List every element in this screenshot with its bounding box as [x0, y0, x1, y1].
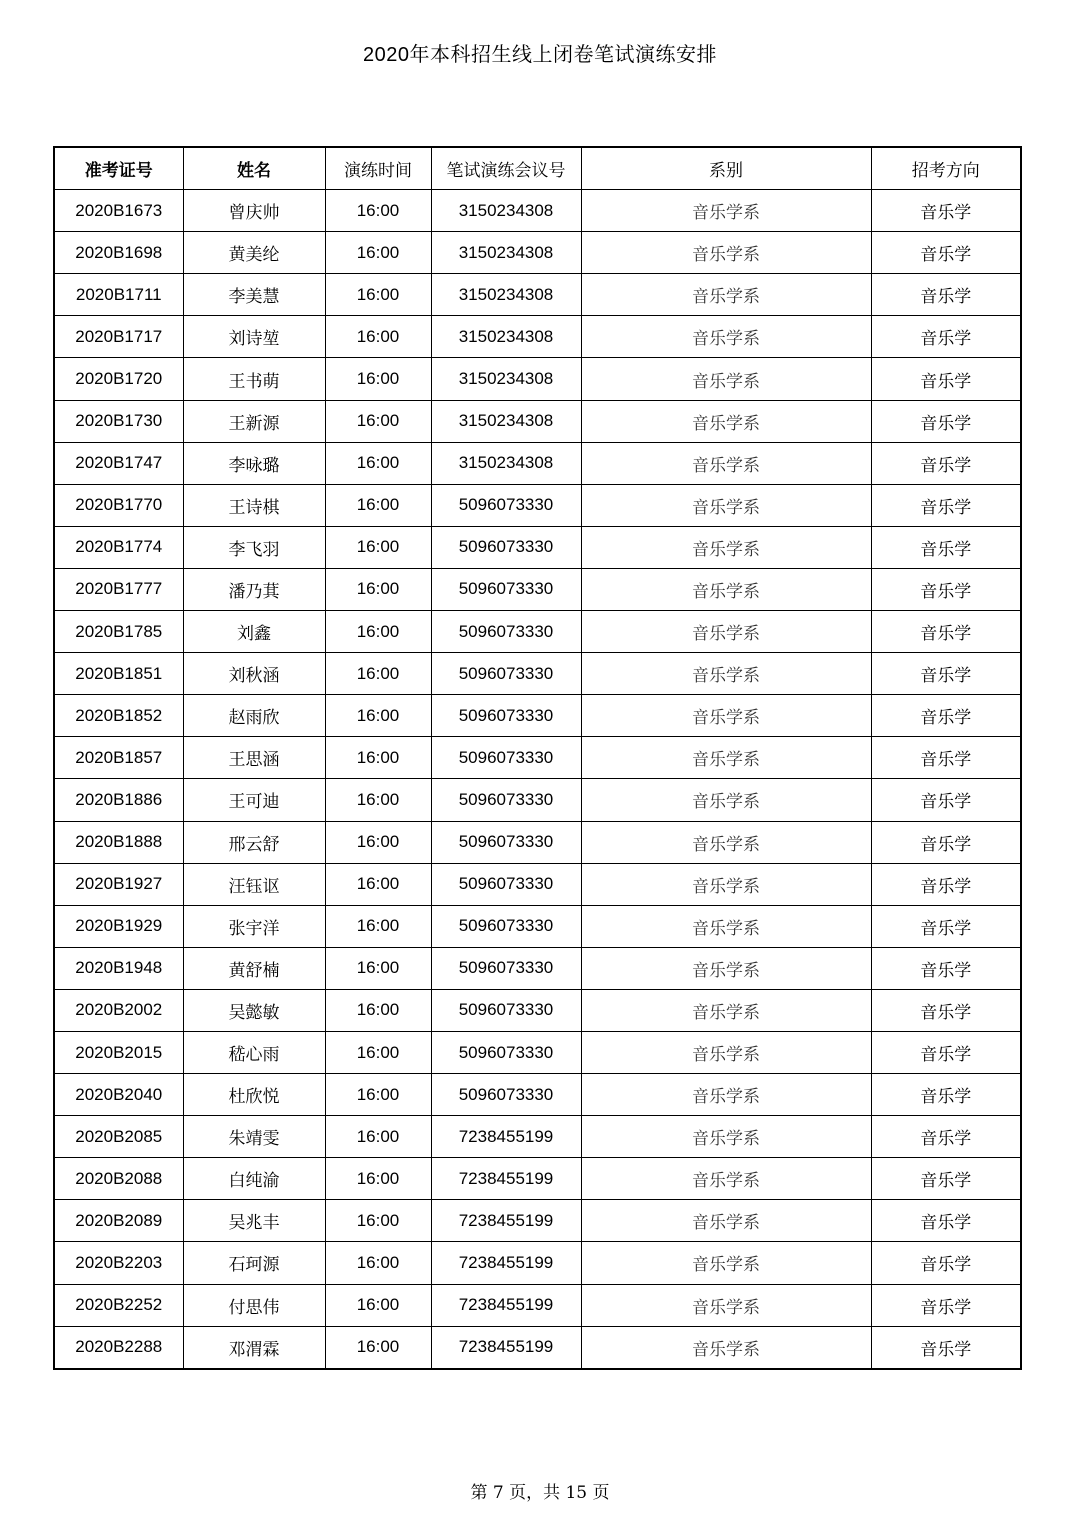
cell-major: 音乐学 — [871, 1074, 1021, 1116]
table-row — [54, 989, 1021, 1031]
table-row — [54, 1326, 1021, 1369]
cell-major: 音乐学 — [871, 1284, 1021, 1326]
table-row — [54, 737, 1021, 779]
table-row — [54, 1284, 1021, 1326]
cell-meeting-id: 7238455199 — [431, 1242, 581, 1284]
cell-time: 16:00 — [325, 568, 431, 610]
cell-department: 音乐学系 — [581, 947, 871, 989]
table-row — [54, 526, 1021, 568]
cell-exam-id: 2020B1851 — [54, 653, 183, 695]
column-header-department: 系别 — [581, 147, 871, 190]
cell-name: 刘鑫 — [183, 611, 325, 653]
cell-exam-id: 2020B1785 — [54, 611, 183, 653]
cell-time: 16:00 — [325, 232, 431, 274]
column-header-exam-id: 准考证号 — [54, 147, 183, 190]
cell-name: 黄美纶 — [183, 232, 325, 274]
cell-name: 邓渭霖 — [183, 1326, 325, 1369]
cell-meeting-id: 5096073330 — [431, 821, 581, 863]
cell-time: 16:00 — [325, 1158, 431, 1200]
cell-major: 音乐学 — [871, 1031, 1021, 1073]
cell-time: 16:00 — [325, 653, 431, 695]
cell-department: 音乐学系 — [581, 737, 871, 779]
table-row — [54, 1074, 1021, 1116]
cell-name: 黄舒楠 — [183, 947, 325, 989]
cell-major: 音乐学 — [871, 232, 1021, 274]
cell-major: 音乐学 — [871, 1326, 1021, 1369]
cell-time: 16:00 — [325, 526, 431, 568]
cell-time: 16:00 — [325, 400, 431, 442]
cell-name: 王思涵 — [183, 737, 325, 779]
table-row — [54, 232, 1021, 274]
table-row — [54, 190, 1021, 232]
cell-meeting-id: 7238455199 — [431, 1158, 581, 1200]
column-header-major: 招考方向 — [871, 147, 1021, 190]
cell-department: 音乐学系 — [581, 484, 871, 526]
cell-time: 16:00 — [325, 905, 431, 947]
cell-department: 音乐学系 — [581, 568, 871, 610]
cell-name: 王可迪 — [183, 779, 325, 821]
cell-exam-id: 2020B2252 — [54, 1284, 183, 1326]
cell-major: 音乐学 — [871, 905, 1021, 947]
cell-exam-id: 2020B1927 — [54, 863, 183, 905]
cell-department: 音乐学系 — [581, 400, 871, 442]
cell-name: 嵇心雨 — [183, 1031, 325, 1073]
table-row — [54, 821, 1021, 863]
cell-name: 潘乃萁 — [183, 568, 325, 610]
cell-major: 音乐学 — [871, 316, 1021, 358]
cell-exam-id: 2020B1774 — [54, 526, 183, 568]
cell-department: 音乐学系 — [581, 653, 871, 695]
cell-time: 16:00 — [325, 989, 431, 1031]
cell-meeting-id: 5096073330 — [431, 989, 581, 1031]
cell-meeting-id: 5096073330 — [431, 611, 581, 653]
cell-department: 音乐学系 — [581, 442, 871, 484]
cell-department: 音乐学系 — [581, 1074, 871, 1116]
table-row — [54, 863, 1021, 905]
cell-time: 16:00 — [325, 274, 431, 316]
table-row — [54, 905, 1021, 947]
cell-exam-id: 2020B1888 — [54, 821, 183, 863]
cell-department: 音乐学系 — [581, 695, 871, 737]
cell-department: 音乐学系 — [581, 1158, 871, 1200]
cell-department: 音乐学系 — [581, 190, 871, 232]
cell-department: 音乐学系 — [581, 526, 871, 568]
cell-meeting-id: 5096073330 — [431, 1074, 581, 1116]
cell-department: 音乐学系 — [581, 611, 871, 653]
cell-time: 16:00 — [325, 737, 431, 779]
cell-name: 刘诗堃 — [183, 316, 325, 358]
cell-name: 李咏璐 — [183, 442, 325, 484]
cell-meeting-id: 5096073330 — [431, 653, 581, 695]
cell-name: 白纯渝 — [183, 1158, 325, 1200]
cell-major: 音乐学 — [871, 1242, 1021, 1284]
table-row — [54, 1200, 1021, 1242]
cell-name: 王书萌 — [183, 358, 325, 400]
cell-time: 16:00 — [325, 821, 431, 863]
cell-major: 音乐学 — [871, 526, 1021, 568]
column-header-meeting-id: 笔试演练会议号 — [431, 147, 581, 190]
cell-exam-id: 2020B2088 — [54, 1158, 183, 1200]
cell-exam-id: 2020B1730 — [54, 400, 183, 442]
cell-name: 王诗棋 — [183, 484, 325, 526]
cell-major: 音乐学 — [871, 611, 1021, 653]
cell-name: 王新源 — [183, 400, 325, 442]
cell-department: 音乐学系 — [581, 274, 871, 316]
cell-meeting-id: 5096073330 — [431, 905, 581, 947]
cell-name: 曾庆帅 — [183, 190, 325, 232]
cell-name: 赵雨欣 — [183, 695, 325, 737]
table-row — [54, 484, 1021, 526]
cell-meeting-id: 3150234308 — [431, 274, 581, 316]
cell-exam-id: 2020B1698 — [54, 232, 183, 274]
cell-time: 16:00 — [325, 695, 431, 737]
cell-department: 音乐学系 — [581, 1116, 871, 1158]
table-row — [54, 695, 1021, 737]
cell-name: 杜欣悦 — [183, 1074, 325, 1116]
cell-meeting-id: 5096073330 — [431, 484, 581, 526]
cell-time: 16:00 — [325, 1242, 431, 1284]
cell-major: 音乐学 — [871, 779, 1021, 821]
cell-exam-id: 2020B1720 — [54, 358, 183, 400]
cell-exam-id: 2020B1929 — [54, 905, 183, 947]
table-row — [54, 1031, 1021, 1073]
table-body — [54, 190, 1021, 1369]
cell-time: 16:00 — [325, 1031, 431, 1073]
cell-time: 16:00 — [325, 779, 431, 821]
cell-time: 16:00 — [325, 1284, 431, 1326]
cell-meeting-id: 5096073330 — [431, 695, 581, 737]
cell-time: 16:00 — [325, 190, 431, 232]
cell-department: 音乐学系 — [581, 1242, 871, 1284]
cell-name: 石珂源 — [183, 1242, 325, 1284]
cell-department: 音乐学系 — [581, 821, 871, 863]
table-row — [54, 358, 1021, 400]
cell-meeting-id: 5096073330 — [431, 863, 581, 905]
cell-department: 音乐学系 — [581, 1326, 871, 1369]
cell-meeting-id: 5096073330 — [431, 568, 581, 610]
cell-major: 音乐学 — [871, 695, 1021, 737]
cell-department: 音乐学系 — [581, 905, 871, 947]
cell-meeting-id: 5096073330 — [431, 779, 581, 821]
cell-department: 音乐学系 — [581, 358, 871, 400]
cell-department: 音乐学系 — [581, 989, 871, 1031]
table-row — [54, 316, 1021, 358]
cell-major: 音乐学 — [871, 821, 1021, 863]
cell-exam-id: 2020B1711 — [54, 274, 183, 316]
cell-name: 邢云舒 — [183, 821, 325, 863]
table-row — [54, 442, 1021, 484]
cell-department: 音乐学系 — [581, 779, 871, 821]
table-row — [54, 1158, 1021, 1200]
column-header-name: 姓名 — [183, 147, 325, 190]
cell-major: 音乐学 — [871, 442, 1021, 484]
cell-major: 音乐学 — [871, 653, 1021, 695]
table-row — [54, 1116, 1021, 1158]
cell-name: 李美慧 — [183, 274, 325, 316]
cell-meeting-id: 3150234308 — [431, 190, 581, 232]
table-row — [54, 568, 1021, 610]
cell-time: 16:00 — [325, 484, 431, 526]
cell-major: 音乐学 — [871, 400, 1021, 442]
cell-meeting-id: 3150234308 — [431, 442, 581, 484]
cell-exam-id: 2020B1770 — [54, 484, 183, 526]
table-header — [54, 147, 1021, 190]
cell-department: 音乐学系 — [581, 1200, 871, 1242]
cell-major: 音乐学 — [871, 863, 1021, 905]
cell-meeting-id: 3150234308 — [431, 358, 581, 400]
cell-exam-id: 2020B2085 — [54, 1116, 183, 1158]
cell-time: 16:00 — [325, 1074, 431, 1116]
table-row — [54, 1242, 1021, 1284]
cell-department: 音乐学系 — [581, 1031, 871, 1073]
cell-name: 张宇洋 — [183, 905, 325, 947]
cell-department: 音乐学系 — [581, 1284, 871, 1326]
column-header-time: 演练时间 — [325, 147, 431, 190]
cell-exam-id: 2020B1717 — [54, 316, 183, 358]
cell-name: 付思伟 — [183, 1284, 325, 1326]
page-title: 2020年本科招生线上闭卷笔试演练安排 — [363, 44, 717, 66]
cell-exam-id: 2020B1673 — [54, 190, 183, 232]
cell-meeting-id: 7238455199 — [431, 1116, 581, 1158]
cell-department: 音乐学系 — [581, 232, 871, 274]
cell-name: 刘秋涵 — [183, 653, 325, 695]
cell-exam-id: 2020B2002 — [54, 989, 183, 1031]
cell-exam-id: 2020B2040 — [54, 1074, 183, 1116]
cell-time: 16:00 — [325, 1200, 431, 1242]
cell-major: 音乐学 — [871, 947, 1021, 989]
cell-exam-id: 2020B2203 — [54, 1242, 183, 1284]
cell-exam-id: 2020B1948 — [54, 947, 183, 989]
cell-major: 音乐学 — [871, 568, 1021, 610]
cell-time: 16:00 — [325, 442, 431, 484]
page-footer: 第 7 页，共 15 页 — [470, 1483, 610, 1503]
table-row — [54, 274, 1021, 316]
cell-name: 吴兆丰 — [183, 1200, 325, 1242]
cell-meeting-id: 3150234308 — [431, 232, 581, 274]
cell-meeting-id: 5096073330 — [431, 947, 581, 989]
cell-exam-id: 2020B2288 — [54, 1326, 183, 1369]
cell-major: 音乐学 — [871, 274, 1021, 316]
cell-major: 音乐学 — [871, 737, 1021, 779]
header-row — [54, 147, 1021, 190]
cell-exam-id: 2020B1857 — [54, 737, 183, 779]
cell-time: 16:00 — [325, 947, 431, 989]
cell-name: 李飞羽 — [183, 526, 325, 568]
schedule-table — [53, 146, 1022, 1370]
cell-meeting-id: 5096073330 — [431, 1031, 581, 1073]
cell-major: 音乐学 — [871, 358, 1021, 400]
cell-major: 音乐学 — [871, 989, 1021, 1031]
cell-exam-id: 2020B1852 — [54, 695, 183, 737]
cell-time: 16:00 — [325, 316, 431, 358]
table-row — [54, 779, 1021, 821]
cell-meeting-id: 7238455199 — [431, 1200, 581, 1242]
cell-exam-id: 2020B2089 — [54, 1200, 183, 1242]
cell-name: 朱靖雯 — [183, 1116, 325, 1158]
table-row — [54, 611, 1021, 653]
cell-major: 音乐学 — [871, 1200, 1021, 1242]
table-row — [54, 947, 1021, 989]
cell-major: 音乐学 — [871, 190, 1021, 232]
cell-department: 音乐学系 — [581, 316, 871, 358]
cell-time: 16:00 — [325, 1326, 431, 1369]
cell-name: 吴懿敏 — [183, 989, 325, 1031]
cell-exam-id: 2020B1777 — [54, 568, 183, 610]
cell-name: 汪钰讴 — [183, 863, 325, 905]
cell-meeting-id: 5096073330 — [431, 526, 581, 568]
cell-meeting-id: 3150234308 — [431, 316, 581, 358]
cell-meeting-id: 7238455199 — [431, 1284, 581, 1326]
cell-exam-id: 2020B2015 — [54, 1031, 183, 1073]
cell-exam-id: 2020B1886 — [54, 779, 183, 821]
cell-meeting-id: 7238455199 — [431, 1326, 581, 1369]
cell-time: 16:00 — [325, 863, 431, 905]
cell-time: 16:00 — [325, 1116, 431, 1158]
cell-meeting-id: 5096073330 — [431, 737, 581, 779]
cell-exam-id: 2020B1747 — [54, 442, 183, 484]
cell-department: 音乐学系 — [581, 863, 871, 905]
cell-major: 音乐学 — [871, 1158, 1021, 1200]
cell-major: 音乐学 — [871, 484, 1021, 526]
table-row — [54, 653, 1021, 695]
cell-time: 16:00 — [325, 358, 431, 400]
cell-time: 16:00 — [325, 611, 431, 653]
table-row — [54, 400, 1021, 442]
cell-major: 音乐学 — [871, 1116, 1021, 1158]
cell-meeting-id: 3150234308 — [431, 400, 581, 442]
